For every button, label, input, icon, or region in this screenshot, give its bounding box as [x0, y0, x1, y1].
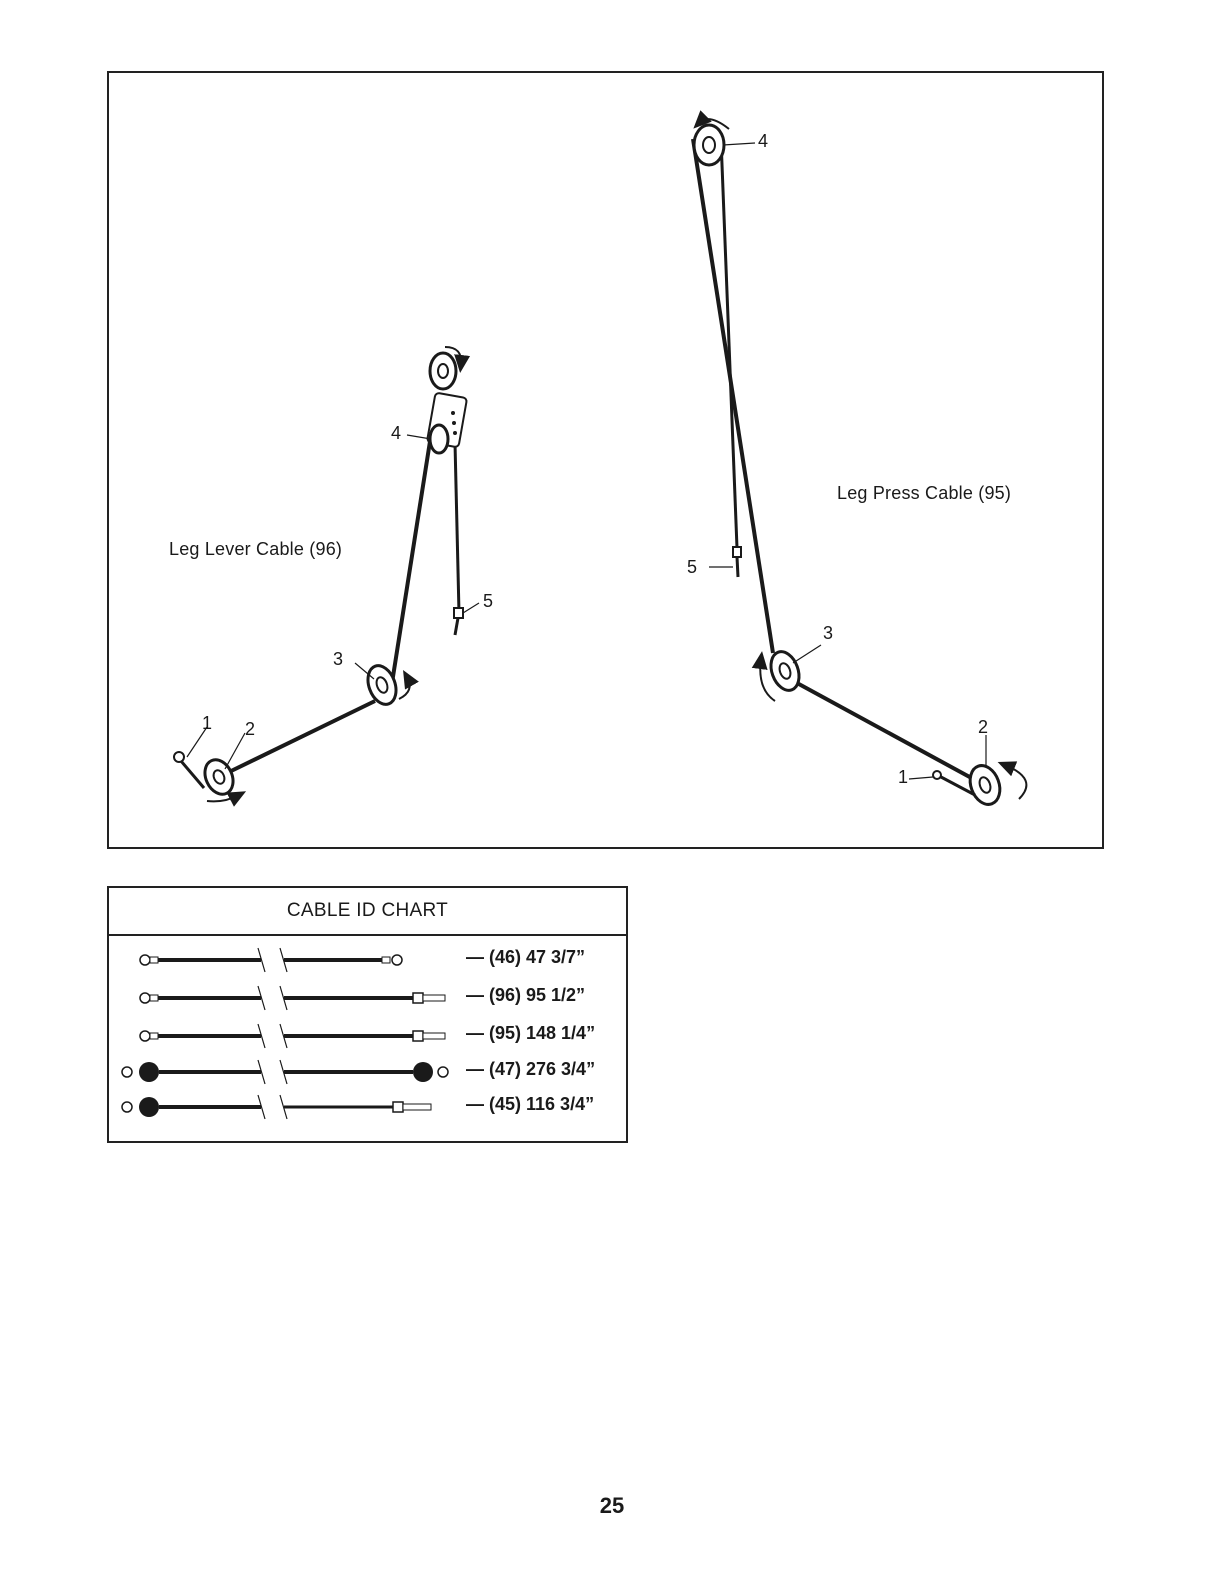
cable-end-1-left: [174, 752, 204, 788]
cable-drawing-96: [140, 986, 445, 1010]
cable-routing-diagram: [107, 71, 1104, 849]
rotation-arrow-icon: [399, 677, 410, 699]
page-number: 25: [599, 1493, 625, 1518]
leg-press-cable-lower-run: [797, 683, 977, 781]
callout-5-left: 5: [483, 591, 494, 611]
pulley-3-right: [766, 648, 804, 694]
pulley-4-right: [694, 125, 724, 165]
cable-routing-illustration: [109, 73, 1102, 847]
leg-press-cable-assembly: [693, 119, 1026, 808]
pulley-2-left: [200, 755, 239, 799]
callout-1-right: 1: [898, 767, 909, 787]
leg-press-cable-label: Leg Press Cable (95): [837, 483, 1012, 503]
callout-2-right: 2: [978, 717, 989, 737]
callout-5-right: 5: [687, 557, 698, 577]
cable-end-5-left: [454, 608, 463, 635]
leg-press-cable-left-run: [693, 139, 773, 653]
callout-3-right: 3: [823, 623, 834, 643]
callout-1-left: 1: [202, 713, 213, 733]
leg-lever-cable-drop: [455, 443, 459, 613]
cable-row-96-label: — (96) 95 1/2”: [466, 985, 586, 1005]
cable-drawing-95: [140, 1024, 445, 1048]
leg-lever-cable-assembly: [174, 347, 479, 801]
callout-3-left: 3: [333, 649, 344, 669]
callout-4-right: 4: [758, 131, 769, 151]
leg-lever-cable-label: Leg Lever Cable (96): [169, 539, 343, 559]
pulley-4-left: [430, 425, 448, 453]
cable-row-46-label: — (46) 47 3/7”: [466, 947, 586, 967]
cable-drawing-46: [140, 948, 402, 972]
cable-end-5-right: [733, 547, 741, 577]
cable-row-47-label: — (47) 276 3/4”: [466, 1059, 596, 1079]
callout-2-left: 2: [245, 719, 256, 739]
leg-lever-cable-upper-run: [392, 435, 431, 683]
callout-4-left: 4: [391, 423, 402, 443]
cable-id-chart: [107, 886, 628, 1143]
rotation-arrow-icon: [207, 795, 239, 801]
cable-row-45-label: — (45) 116 3/4”: [466, 1094, 595, 1114]
pulley-2-right: [965, 761, 1005, 808]
cable-row-95-label: — (95) 148 1/4”: [466, 1023, 596, 1043]
cable-drawing-47: [122, 1060, 448, 1084]
cable-id-chart-title: CABLE ID CHART: [109, 888, 626, 936]
cable-drawing-45: [122, 1095, 431, 1119]
rotation-arrow-icon: [1005, 765, 1026, 799]
